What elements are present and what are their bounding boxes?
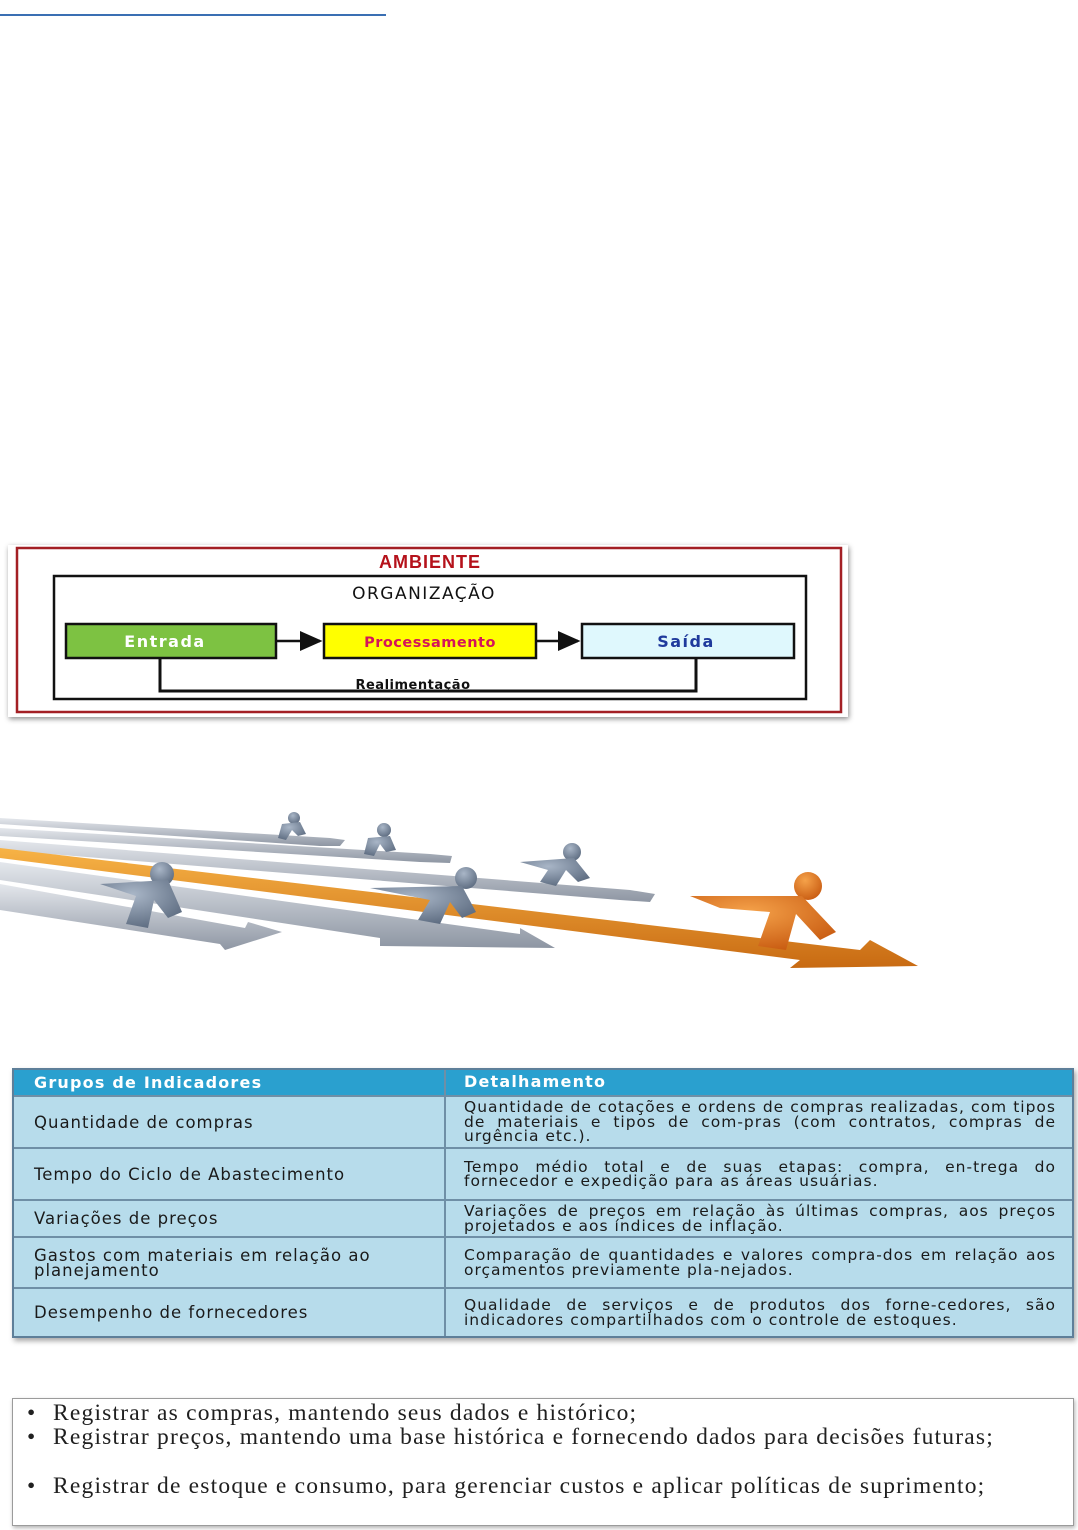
table-row (14, 1149, 1072, 1201)
list-item (27, 1401, 1051, 1425)
input-label: Entrada (124, 632, 206, 651)
table-header-row (14, 1070, 1072, 1097)
table-cell-detail: Comparação de quantidades e valores compra-dos em relação aos orçamentos previamente pla-nejados. (464, 1246, 1056, 1279)
runners-graphic (0, 800, 930, 980)
indicators-table (12, 1068, 1074, 1338)
top-divider (0, 14, 386, 16)
table-cell-detail: Quantidade de cotações e ordens de compras realizadas, com tipos de materiais e tipos de com-pras (com contratos, compras de urgência etc.). (464, 1098, 1056, 1146)
table-cell-detail: Tempo médio total e de suas etapas: compra, en-trega do fornecedor e expedição para as áreas usuárias. (464, 1157, 1056, 1190)
table-cell-group: Tempo do Ciclo de Abastecimento (14, 1149, 446, 1199)
runners-illustration (0, 800, 930, 980)
feedback-label: Realimentação (355, 678, 471, 693)
list-item-text: Registrar as compras, mantendo seus dados e histórico; (53, 1400, 638, 1426)
table-row (14, 1238, 1072, 1289)
objectives-list (12, 1398, 1074, 1526)
system-diagram (8, 545, 848, 717)
output-label: Saída (657, 632, 715, 651)
table-row (14, 1097, 1072, 1149)
table-cell-group: Variações de preços (14, 1201, 446, 1236)
bullet-icon: • (27, 1424, 37, 1450)
table-row (14, 1201, 1072, 1238)
table-cell-group: Desempenho de fornecedores (14, 1289, 446, 1336)
list-item-text: Registrar de estoque e consumo, para gerenciar custos e aplicar políticas de suprimento; (53, 1473, 986, 1499)
bullet-icon: • (27, 1400, 37, 1426)
table-cell-group: Quantidade de compras (14, 1097, 446, 1147)
system-diagram-graphic (8, 545, 848, 717)
environment-label: AMBIENTE (379, 552, 481, 572)
table-header-groups: Grupos de Indicadores (14, 1070, 446, 1095)
table-cell-group: Gastos com materiais em relação ao planejamento (14, 1238, 446, 1287)
list-item-text: Registrar preços, mantendo uma base histórica e fornecendo dados para decisões futuras; (53, 1424, 994, 1450)
table-cell-detail: Qualidade de serviços e de produtos dos forne-cedores, são indicadores compartilhados com o controle de estoques. (464, 1296, 1056, 1329)
runner-3 (520, 843, 590, 886)
bullet-icon: • (27, 1473, 37, 1499)
table-cell-detail: Variações de preços em relação às últimas compras, aos preços projetados e aos índices de inflação. (464, 1202, 1056, 1235)
process-label: Processamento (364, 635, 496, 651)
organization-label: ORGANIZAÇÃO (352, 584, 496, 604)
table-header-details: Detalhamento (464, 1072, 607, 1092)
table-row (14, 1289, 1072, 1336)
list-item (27, 1425, 1051, 1449)
list-item (27, 1474, 1051, 1498)
